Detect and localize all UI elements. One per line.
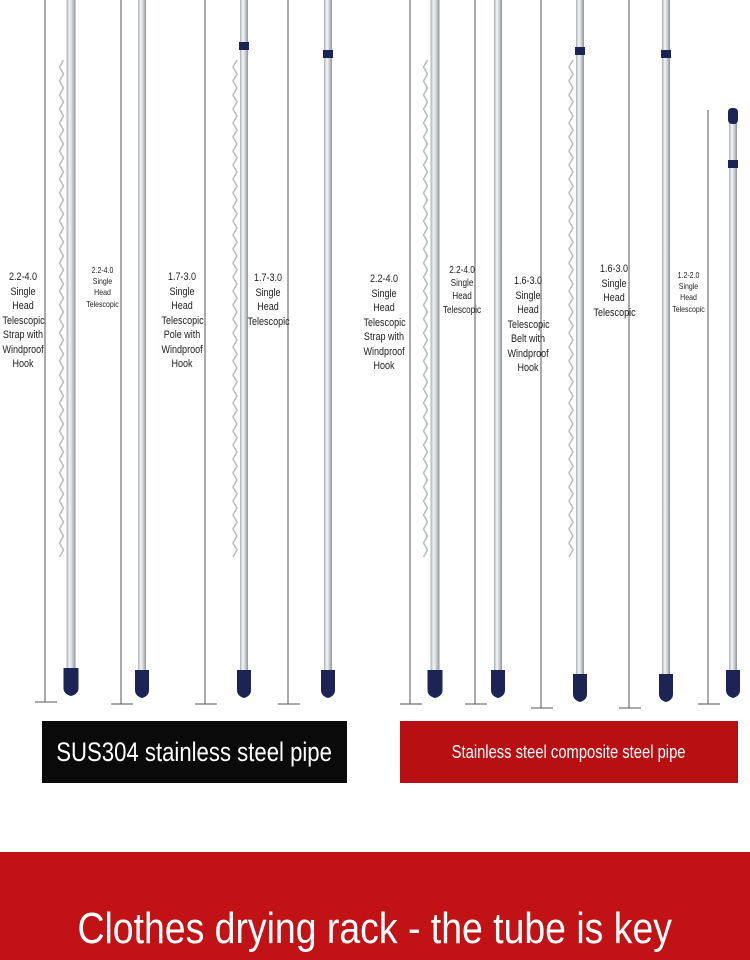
pole-left-4 (321, 0, 335, 698)
pole-label-left-3: 1.7-3.0 Single Head Telescopic Pole with Windproof Hook (161, 271, 204, 371)
pole-label-right-3: 1.6-3.0 Single Head Telescopic Belt with Windproof Hook (507, 275, 550, 375)
pole-label-right-4: 1.6-3.0 Single Head Telescopic (593, 263, 636, 319)
composite-pipe-banner: Stainless steel composite steel pipe (400, 721, 738, 783)
footer-title: Clothes drying rack - the tube is key (77, 904, 673, 953)
pole-label-left-4: 1.7-3.0 Single Head Telescopic (247, 272, 290, 328)
pole-right-2 (491, 0, 505, 698)
pole-right-1 (424, 0, 443, 698)
pole-label-right-1: 2.2-4.0 Single Head Telescopic Strap with Windproof Hook (363, 273, 406, 373)
pole-left-1 (60, 0, 79, 696)
pole-right-4 (659, 0, 673, 702)
pole-left-3 (233, 0, 251, 698)
pole-right-5 (726, 108, 740, 698)
pole-right-4-measure-line (619, 0, 641, 708)
pole-label-left-2: 2.2-4.0 Single Head Telescopic (86, 265, 119, 309)
pole-right-2-measure-line (465, 0, 487, 704)
pole-label-left-1: 2.2-4.0 Single Head Telescopic Strap with Windproof Hook (2, 271, 45, 371)
pole-right-5-measure-line (698, 110, 720, 704)
sus304-banner: SUS304 stainless steel pipe (42, 721, 347, 783)
pole-left-4-measure-line (278, 0, 300, 704)
pole-left-2 (135, 0, 149, 698)
pole-left-2-measure-line (111, 0, 133, 704)
pole-label-right-2: 2.2-4.0 Single Head Telescopic (442, 265, 482, 316)
pole-label-right-5: 1.2-2.0 Single Head Telescopic (672, 270, 705, 314)
pole-right-3 (569, 0, 587, 702)
